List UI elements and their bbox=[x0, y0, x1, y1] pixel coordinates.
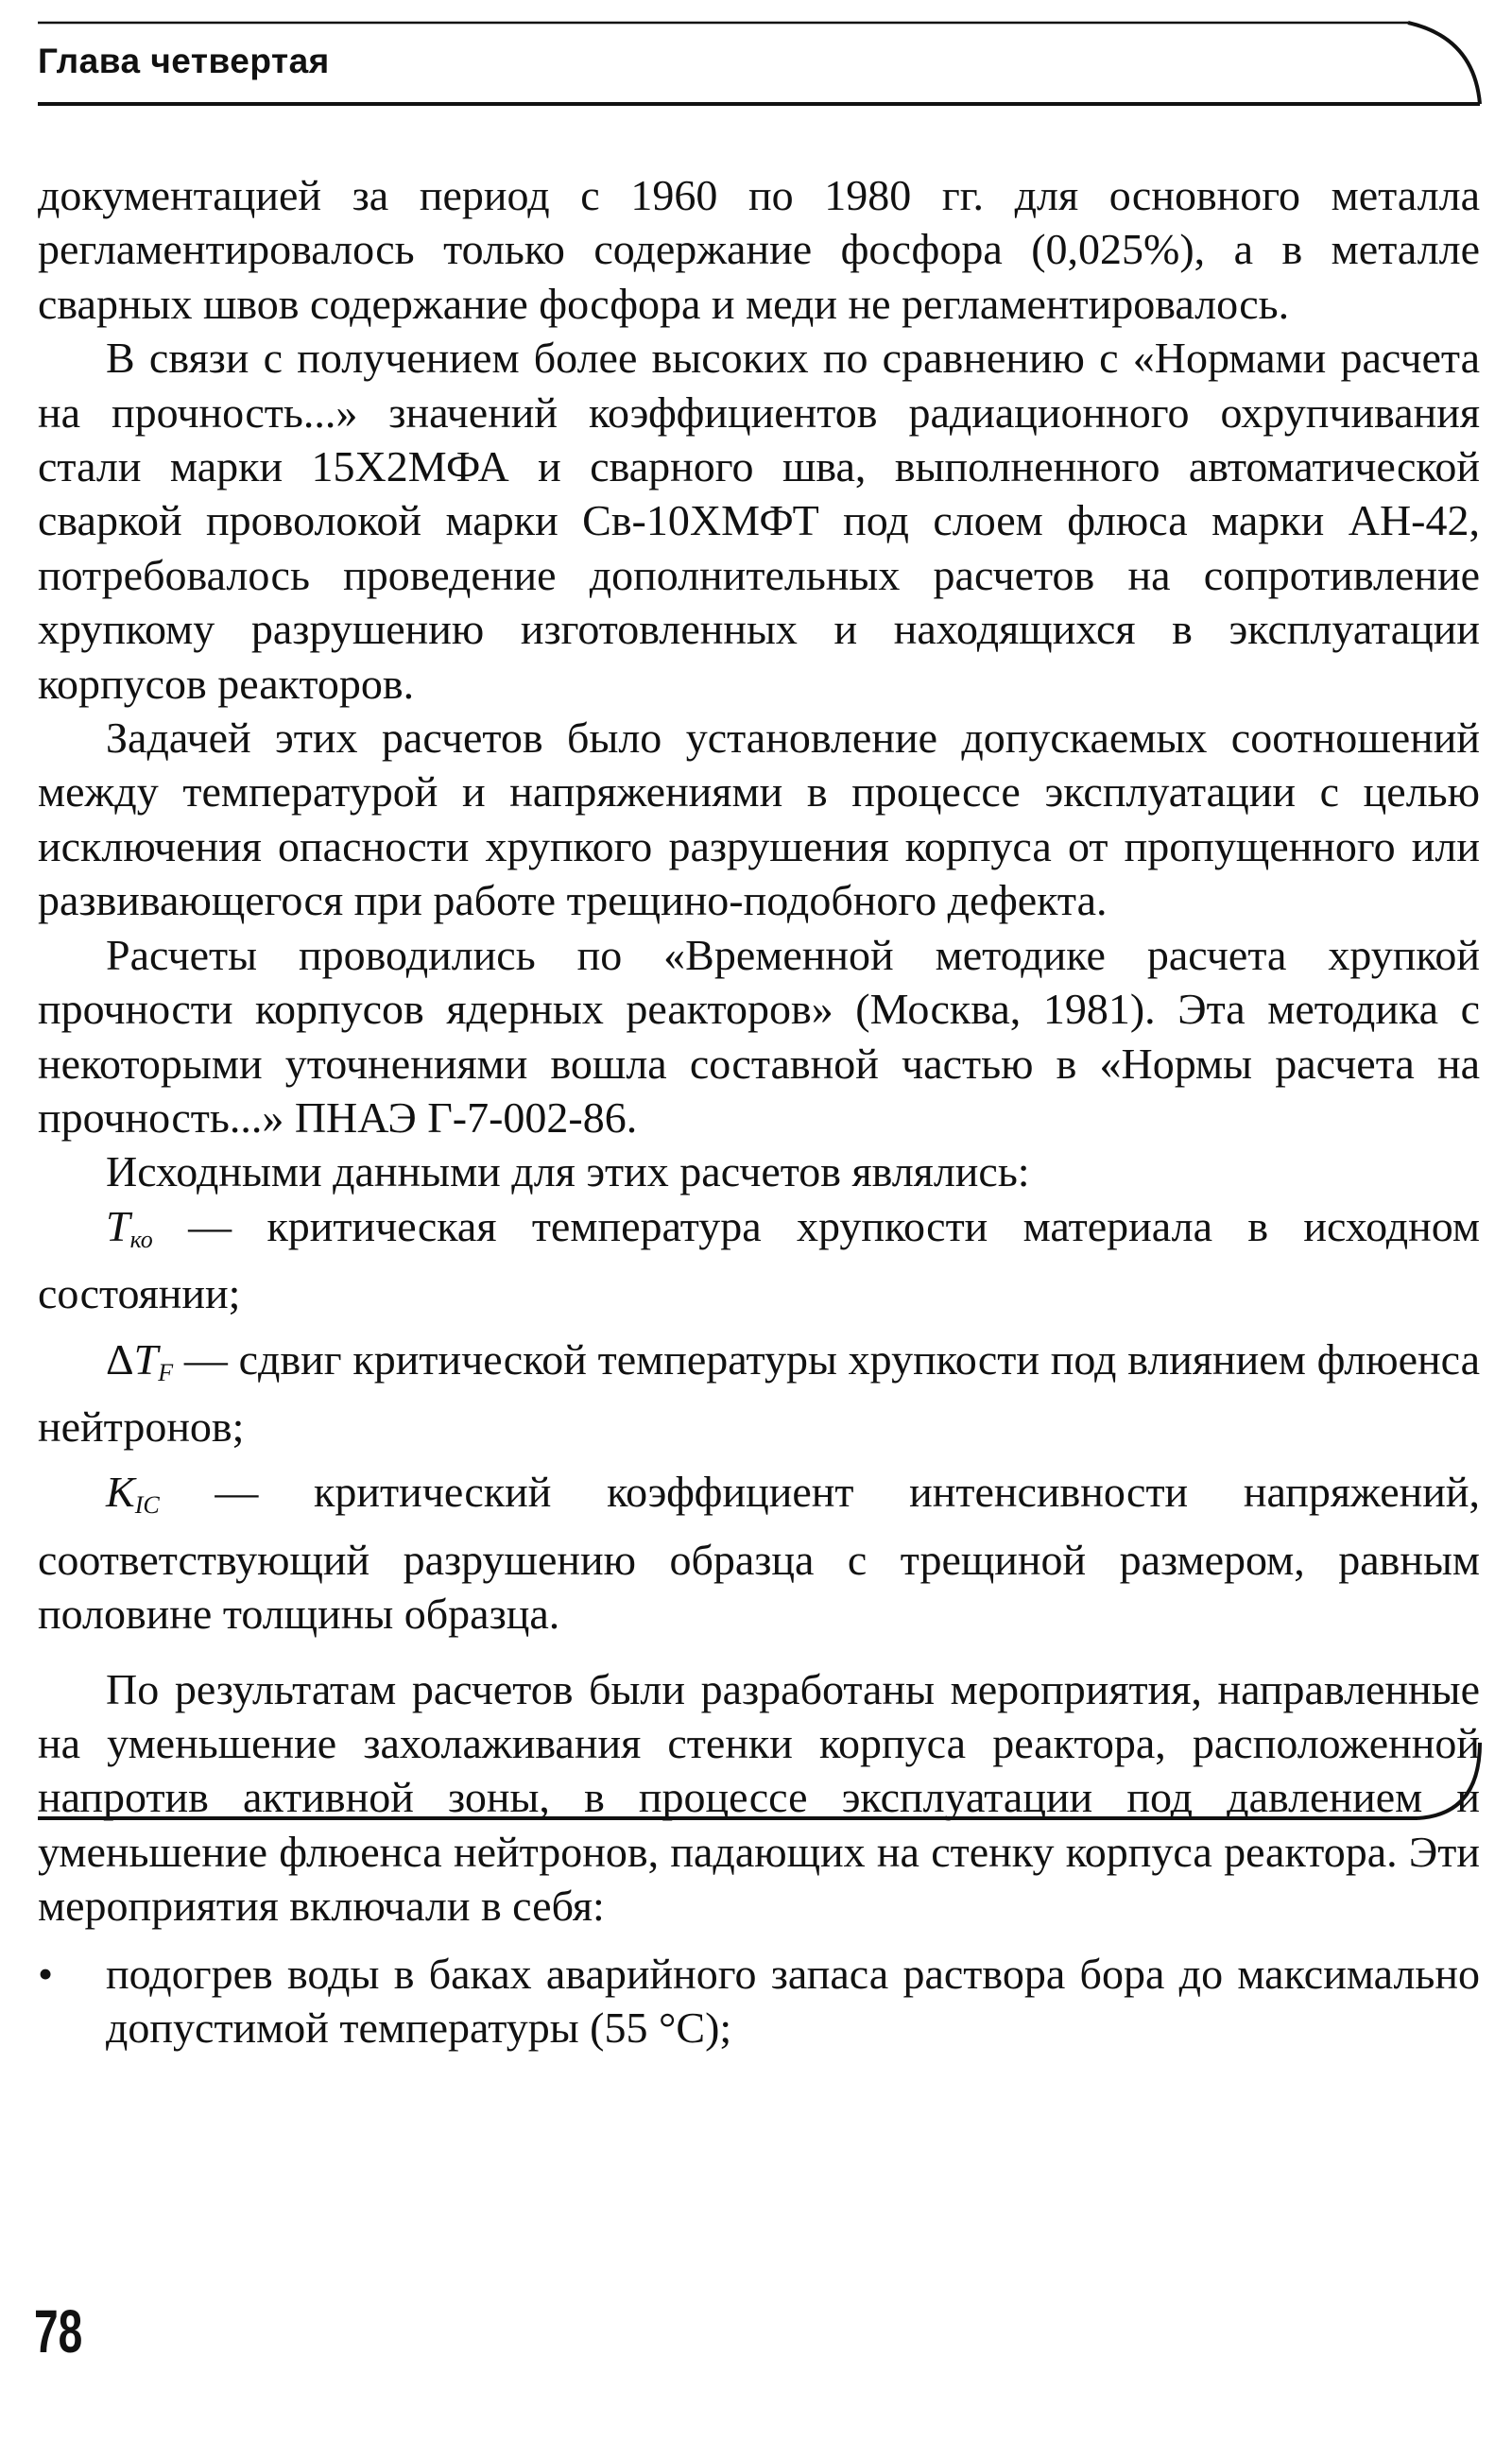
symbol: T bbox=[106, 1201, 130, 1250]
paragraph: Расчеты проводились по «Временной методике расчета хрупкой прочности корпусов ядерных реакторов» (Москва, 1981). Эта методика с некоторыми уточнениями вошла составной частью в «Нормы расчета на прочность...» ПНАЭ Г-7-002-86. bbox=[38, 930, 1480, 1142]
list-item bbox=[38, 1947, 1480, 2055]
subscript: F bbox=[158, 1358, 174, 1386]
list-item-text: подогрев воды в баках аварийного запаса раствора бора до максимально допустимой температуры (55 °С); bbox=[106, 1949, 1480, 2052]
definition-kic bbox=[38, 1465, 1480, 1641]
paragraph: Исходными данными для этих расчетов являлись: bbox=[106, 1147, 1030, 1196]
paragraph: Задачей этих расчетов было установление допускаемых соотношений между температурой и напряжениями в процессе эксплуатации с целью исключения опасности хрупкого разрушения корпуса от пропущенного или развивающегося при работе трещино-подобного дефекта. bbox=[38, 714, 1480, 925]
chapter-title: Глава четвертая bbox=[38, 42, 330, 80]
definition-delta-tf bbox=[38, 1333, 1480, 1454]
definition-text: — сдвиг критической температуры хрупкости под влиянием флюенса нейтронов; bbox=[38, 1334, 1480, 1451]
paragraph: По результатам расчетов были разработаны мероприятия, направленные на уменьшение захолаживания стенки корпуса реактора, расположенной напротив активной зоны, в процессе эксплуатации под давлением и уменьшение флюенса нейтронов, падающих на стенку корпуса реактора. Эти мероприятия включали в себя: bbox=[38, 1664, 1480, 1931]
definition-text: — критическая температура хрупкости материала в исходном состоянии; bbox=[38, 1201, 1480, 1318]
subscript: ко bbox=[129, 1225, 153, 1253]
definition-text: — критический коэффициент интенсивности напряжений, соответствующий разрушению образца с трещиной размером, равным половине толщины образца. bbox=[38, 1468, 1480, 1639]
delta-symbol: Δ bbox=[106, 1334, 134, 1384]
paragraph: В связи с получением более высоких по сравнению с «Нормами расчета на прочность...» значений коэффициентов радиационного охрупчивания стали марки 15Х2МФА и сварного шва, выполненного автоматической сваркой проволокой марки Св-10ХМФТ под слоем флюса марки АН-42, потребовалось проведение дополнительных расчетов на сопротивление хрупкому разрушению изготовленных и находящихся в эксплуатации корпусов реакторов. bbox=[38, 334, 1480, 708]
page-number: 78 bbox=[34, 2297, 83, 2365]
bullet-icon: • bbox=[38, 1949, 54, 1998]
symbol: T bbox=[133, 1334, 159, 1384]
footer-rule bbox=[0, 1739, 1512, 1862]
paragraph: документацией за период с 1960 по 1980 гг. для основного металла регламентировалось только содержание фосфора (0,025%), а в металле сварных швов содержание фосфора и меди не регламентировалось. bbox=[38, 171, 1480, 328]
symbol: K bbox=[106, 1468, 135, 1517]
definition-tko bbox=[38, 1199, 1480, 1321]
subscript: IC bbox=[134, 1491, 160, 1520]
